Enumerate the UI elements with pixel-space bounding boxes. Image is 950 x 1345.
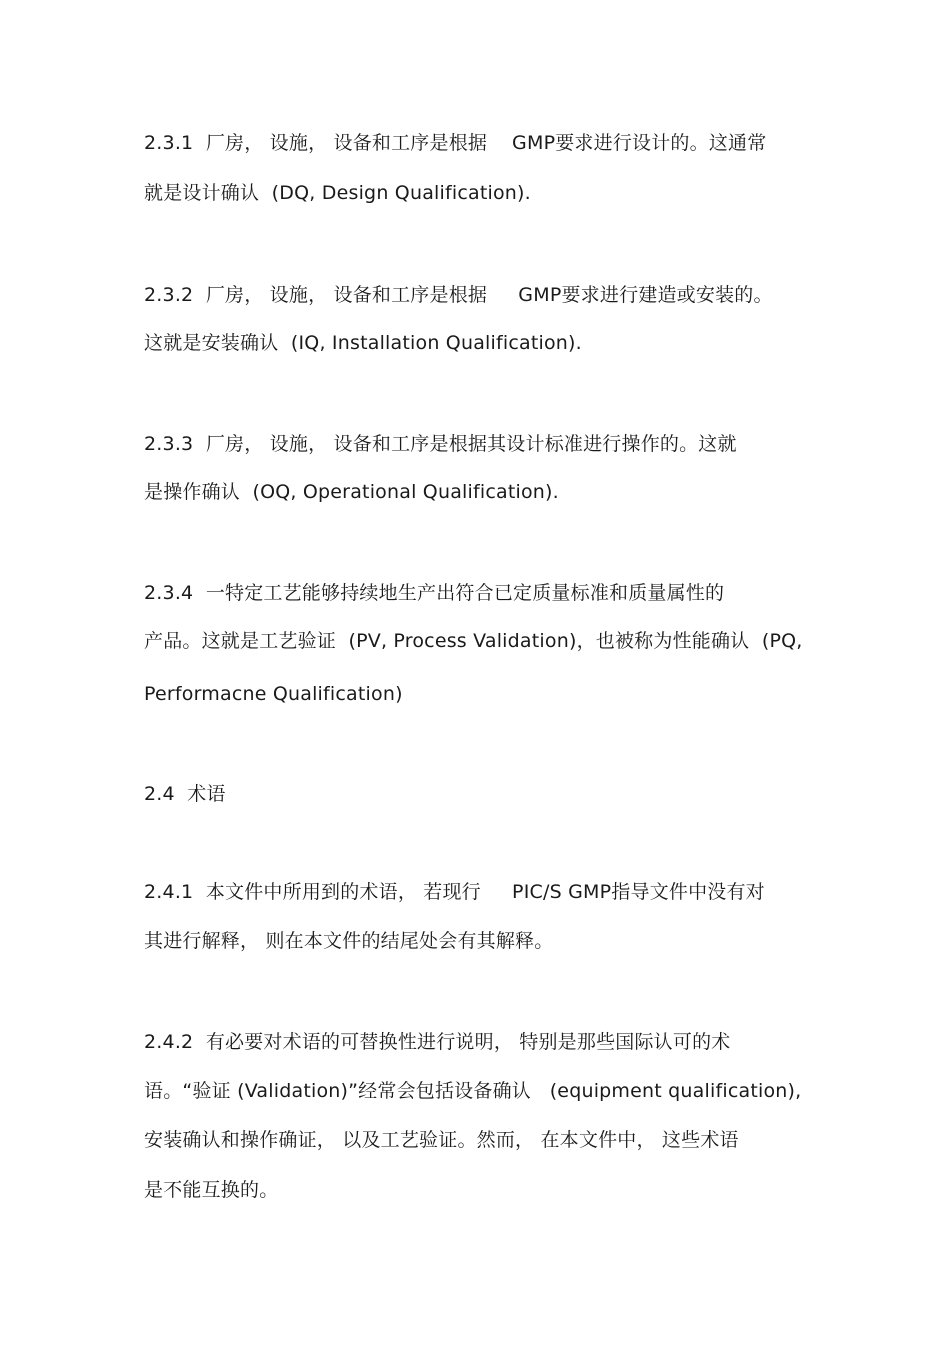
- paragraph-2-3-4-line-3: Performacne Qualification): [144, 683, 403, 705]
- paragraph-2-4-1-line-2: 其进行解释， 则在本文件的结尾处会有其解释。: [144, 930, 554, 952]
- paragraph-2-3-4-line-1: 2.3.4 一特定工艺能够持续地生产出符合已定质量标准和质量属性的: [144, 582, 725, 604]
- paragraph-2-4-2-line-1: 2.4.2 有必要对术语的可替换性进行说明， 特别是那些国际认可的术: [144, 1031, 731, 1053]
- paragraph-2-3-3-line-1: 2.3.3 厂房， 设施， 设备和工序是根据其设计标准进行操作的。这就: [144, 433, 737, 455]
- paragraph-2-4-1-line-1: 2.4.1 本文件中所用到的术语， 若现行 PIC/S GMP指导文件中没有对: [144, 881, 765, 903]
- paragraph-2-3-3-line-2: 是操作确认 (OQ, Operational Qualification).: [144, 481, 559, 503]
- paragraph-2-3-4-line-2: 产品。这就是工艺验证 (PV, Process Validation)，也被称为性能确认 (PQ,: [144, 630, 803, 652]
- paragraph-2-3-2-line-2: 这就是安装确认 (IQ, Installation Qualification).: [144, 332, 582, 354]
- paragraph-2-4-2-line-3: 安装确认和操作确证， 以及工艺验证。然而， 在本文件中， 这些术语: [144, 1129, 739, 1151]
- paragraph-2-3-2-line-1: 2.3.2 厂房， 设施， 设备和工序是根据 GMP要求进行建造或安装的。: [144, 284, 773, 306]
- paragraph-2-4-2-line-4: 是不能互换的。: [144, 1179, 279, 1201]
- paragraph-2-4-2-line-2: 语。“验证 (Validation)”经常会包括设备确认 (equipment qualification),: [144, 1080, 802, 1102]
- section-heading-2-4: 2.4 术语: [144, 783, 226, 805]
- paragraph-2-3-1-line-1: 2.3.1 厂房， 设施， 设备和工序是根据 GMP要求进行设计的。这通常: [144, 132, 767, 154]
- paragraph-2-3-1-line-2: 就是设计确认 (DQ, Design Qualification).: [144, 182, 531, 204]
